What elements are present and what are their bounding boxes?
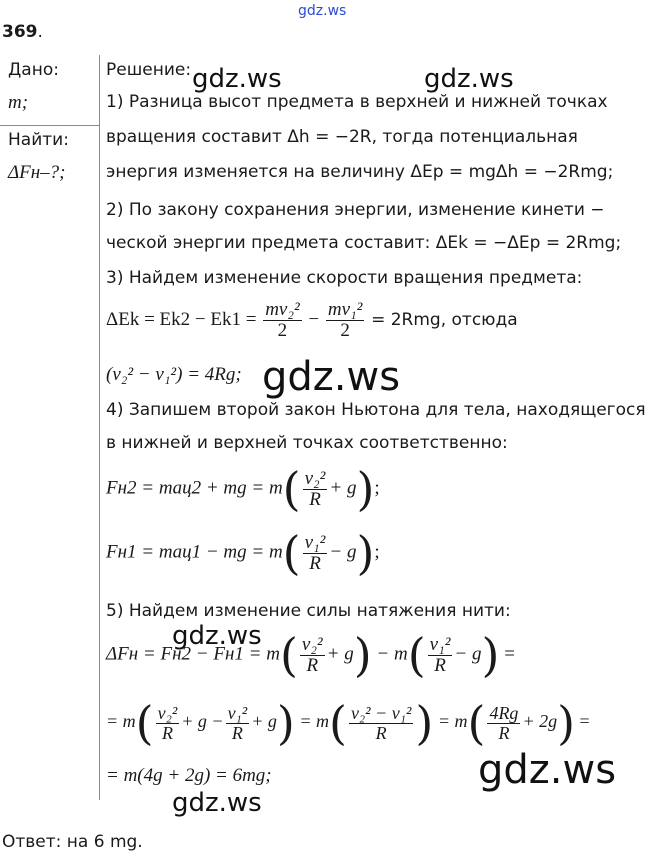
watermark: gdz.ws <box>192 64 282 94</box>
watermark: gdz.ws <box>172 788 262 818</box>
solution-line-2: вращения составит Δh = −2R, тогда потенциальная <box>106 127 578 147</box>
solution-line-11: 5) Найдем изменение силы натяжения нити: <box>106 601 511 621</box>
solution-line-5: ческой энергии предмета составит: ΔEk = −ΔEp = 2Rmg; <box>106 233 622 253</box>
watermark: gdz.ws <box>424 64 514 94</box>
solution-line-9: 4) Запишем второй закон Ньютона для тела, находящегося <box>106 400 646 420</box>
watermark: gdz.ws <box>478 747 617 793</box>
tension-equation-2: = m( $\frac{\text{v₂²}}{R}$ + g − $\frac{\text{v₁²}}{R}$ + g) = m( $\frac{\text{v₂² − v₁²}}{R}$ ) = m( $\frac{4Rg}{R}$ + 2g) = <box>106 696 590 750</box>
watermark: gdz.ws <box>262 354 401 400</box>
find-value: ΔFн–?; <box>8 162 66 183</box>
given-value: m; <box>8 92 29 113</box>
fraction-mv2: $\frac{\text{mv₂²}}{2}$ <box>265 299 300 341</box>
newton-equation-lower: Fн2 = maц2 + mg = m( $\frac{\text{v₂²}}{R}$ + g); <box>106 462 380 516</box>
answer: Ответ: на 6 mg. <box>2 832 143 852</box>
given-divider <box>0 125 99 126</box>
solution-line-10: в нижней и верхней точках соответственно: <box>106 433 508 453</box>
tension-equation-1: ΔFн = Fн2 − Fн1 = m( $\frac{\text{v₂²}}{R}$ + g) − m( $\frac{\text{v₁²}}{R}$ − g) = <box>106 628 515 682</box>
given-label: Дано: <box>8 60 59 80</box>
solution-heading: Решение: <box>106 60 192 80</box>
find-label: Найти: <box>8 130 69 150</box>
tension-result: = m(4g + 2g) = 6mg; <box>106 765 272 786</box>
energy-equation: ΔEk = Ek2 − Ek1 = $\frac{\text{mv₂²}}{2}$ − $\frac{\text{mv₁²}}{2}$ = 2Rmg, отсюда <box>106 299 518 341</box>
fraction-mv1: $\frac{\text{mv₁²}}{2}$ <box>327 299 363 341</box>
solution-line-3: энергия изменяется на величину ΔEp = mgΔh = −2Rmg; <box>106 162 614 182</box>
top-watermark: gdz.ws <box>298 3 347 19</box>
newton-equation-upper: Fн1 = maц1 − mg = m( $\frac{\text{v₁²}}{R}$ − g); <box>106 526 380 580</box>
problem-number: 369. <box>2 22 43 42</box>
solution-line-4: 2) По закону сохранения энергии, изменение кинети − <box>106 200 605 220</box>
velocity-relation: (v₂² − v₁²) = 4Rg; <box>106 364 242 385</box>
solution-line-6: 3) Найдем изменение скорости вращения предмета: <box>106 268 583 288</box>
watermark: gdz.ws <box>172 621 262 651</box>
solution-line-1: 1) Разница высот предмета в верхней и нижней точках <box>106 92 608 112</box>
column-divider <box>99 55 100 800</box>
